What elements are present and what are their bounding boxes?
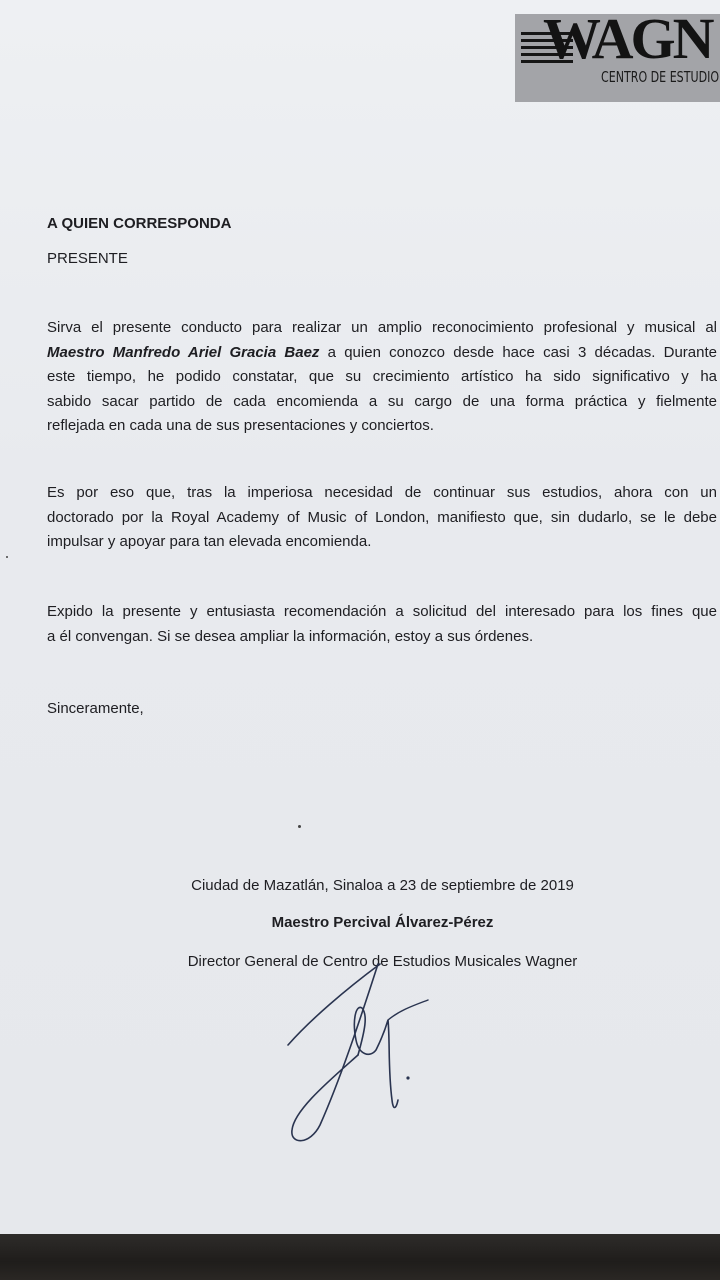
wagner-logo xyxy=(515,14,720,102)
presente-line: PRESENTE xyxy=(47,250,128,267)
paragraph-1-line-5: reflejada en cada una de sus presentaciones y conciertos. xyxy=(47,417,434,434)
handwritten-signature xyxy=(280,960,450,1150)
logo-wordmark: WAGN xyxy=(543,14,712,71)
paragraph-1 xyxy=(47,316,717,439)
paragraph-1-line-4: sabido sacar partido de cada encomienda a su cargo de una forma práctica y fielmente xyxy=(47,392,717,410)
signer-name: Maestro Percival Álvarez-Pérez xyxy=(271,914,494,931)
paper-speck xyxy=(6,556,8,558)
paragraph-2-line-3: impulsar y apoyar para tan elevada encomienda. xyxy=(47,533,372,550)
logo-subtitle: CENTRO DE ESTUDIO xyxy=(601,68,720,86)
table-surface xyxy=(0,1234,720,1280)
paragraph-1-line-2-rest: a quien conozco desde hace casi 3 décadas. Durante xyxy=(319,343,717,361)
recommended-person-name: Maestro Manfredo Ariel Gracia Baez xyxy=(47,343,320,361)
paragraph-2 xyxy=(47,481,717,555)
salutation: A QUIEN CORRESPONDA xyxy=(47,215,232,232)
place-date: Ciudad de Mazatlán, Sinaloa a 23 de septiembre de 2019 xyxy=(191,877,574,894)
paragraph-2-line-1: Es por eso que, tras la imperiosa necesidad de continuar sus estudios, ahora con un xyxy=(47,484,717,501)
paragraph-2-line-2: doctorado por la Royal Academy of Music of London, manifiesto que, sin dudarlo, se le debe xyxy=(47,508,717,526)
paragraph-3-line-1: Expido la presente y entusiasta recomendación a solicitud del interesado para los fines que xyxy=(47,603,717,620)
closing: Sinceramente, xyxy=(47,700,144,717)
paragraph-1-line-3: este tiempo, he podido constatar, que su crecimiento artístico ha sido significativo y ha xyxy=(47,368,717,385)
paragraph-3 xyxy=(47,600,717,649)
paragraph-3-line-2: a él convengan. Si se desea ampliar la información, estoy a sus órdenes. xyxy=(47,627,534,645)
paragraph-1-line-2 xyxy=(47,341,717,366)
signer-title: Director General de Centro de Estudios Musicales Wagner xyxy=(187,953,578,970)
paper-speck xyxy=(298,825,301,828)
paragraph-1-line-1: Sirva el presente conducto para realizar un amplio reconocimiento profesional y musical al xyxy=(47,319,717,336)
